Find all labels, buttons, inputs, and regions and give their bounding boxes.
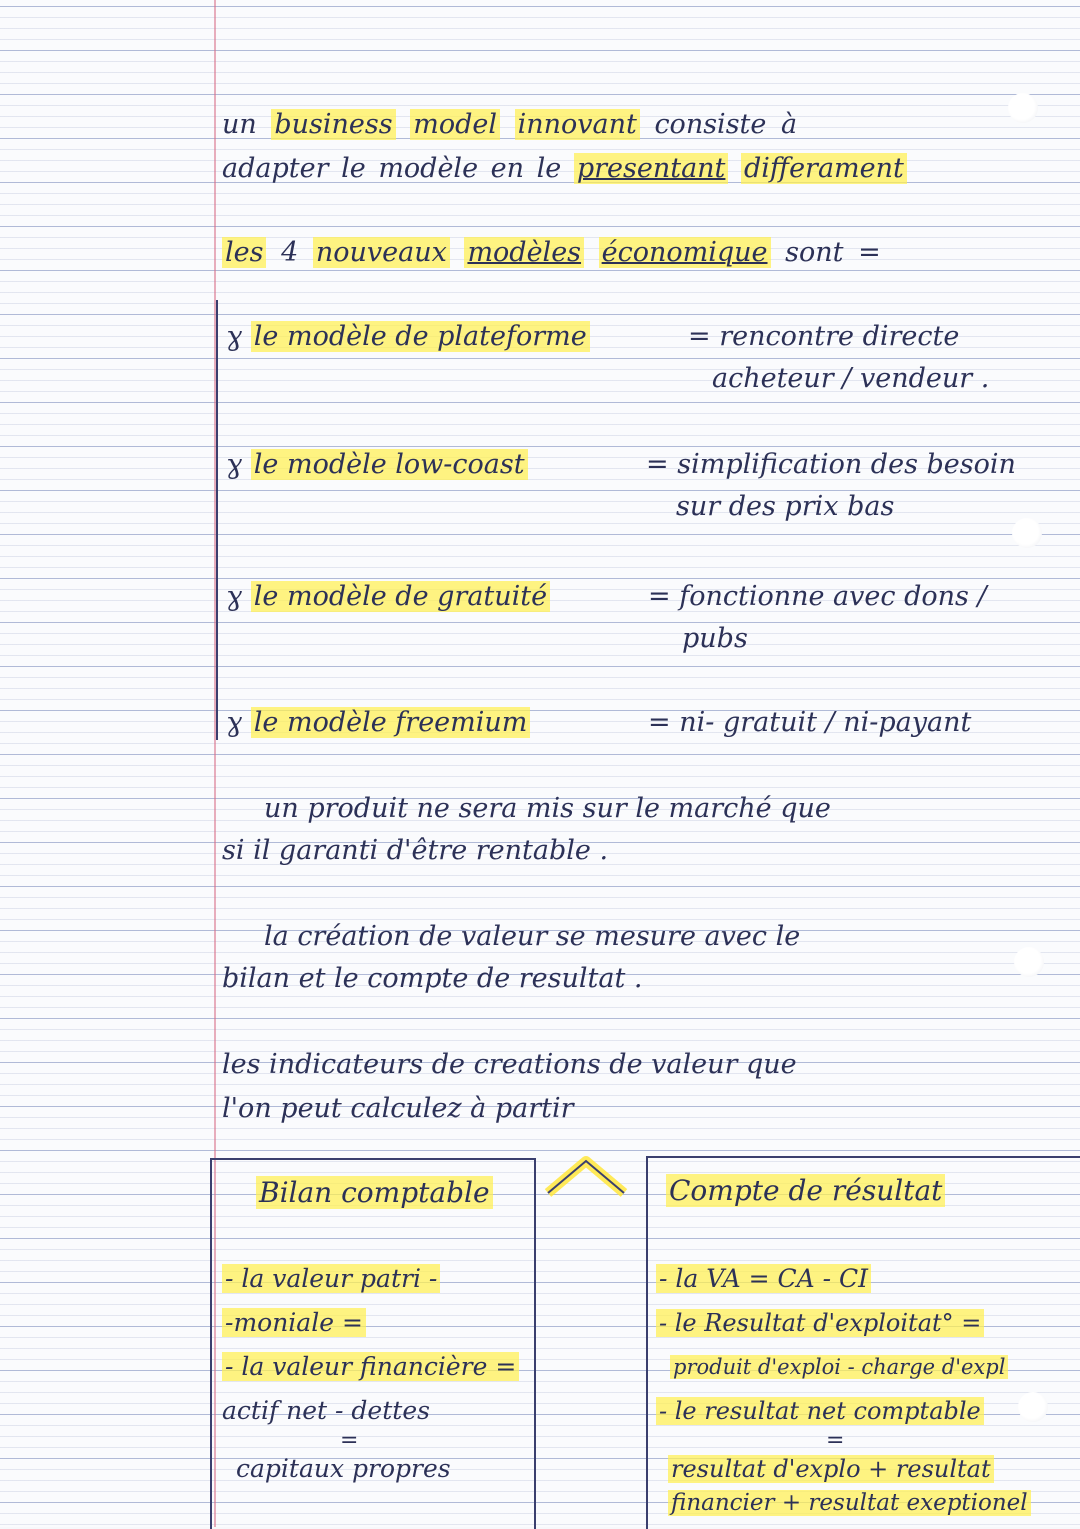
bilan-line-text: - la valeur financière = (222, 1352, 519, 1381)
model-name: le modèle de plateforme (251, 321, 590, 352)
compte-line-text: - la VA = CA - CI (656, 1264, 871, 1293)
model-name: le modèle de gratuité (251, 581, 550, 612)
model-description-cont: sur des prix bas (676, 491, 895, 522)
model-item (226, 320, 590, 354)
paragraph-line: si il garanti d'être rentable . (222, 835, 609, 866)
bilan-line (222, 1306, 366, 1340)
word: sont (785, 237, 844, 268)
model-description: fonctionne avec dons / (679, 581, 987, 612)
word: le (341, 153, 366, 184)
bilan-line-text: -moniale = (222, 1308, 366, 1337)
punch-hole (1008, 93, 1038, 123)
model-name: le modèle freemium (251, 707, 531, 738)
equals-sign: = (648, 707, 671, 738)
bullet-marker: ɣ (226, 321, 243, 352)
model-description-cont: pubs (682, 623, 748, 654)
compte-line (656, 1262, 871, 1296)
bilan-line-text: = (340, 1428, 359, 1453)
paragraph-line: l'on peut calculez à partir (222, 1093, 574, 1124)
equals-sign: = (646, 449, 669, 480)
bilan-line-text: capitaux propres (236, 1454, 451, 1483)
word-highlighted: modèles (464, 237, 584, 268)
word-highlighted: économique (599, 237, 771, 268)
word-highlighted: model (410, 109, 500, 140)
bilan-line (222, 1262, 440, 1296)
model-item (226, 580, 550, 614)
bilan-line (236, 1452, 451, 1486)
paragraph-line: les indicateurs de creations de valeur que (222, 1049, 797, 1080)
word: le (536, 153, 562, 184)
word-highlighted: presentant (574, 153, 729, 184)
equals-sign: = (688, 321, 711, 352)
compte-line-text: = (826, 1428, 845, 1453)
word-highlighted: differament (741, 153, 907, 184)
word: à (780, 109, 798, 140)
model-desc (648, 706, 971, 740)
model-description: simplification des besoin (677, 449, 1016, 480)
model-description: rencontre directe (719, 321, 960, 352)
compte-line (668, 1486, 1031, 1520)
word: un (222, 109, 257, 140)
word: consiste (654, 109, 767, 140)
compte-line (656, 1394, 984, 1428)
compte-line (670, 1350, 1008, 1384)
compte-line-text: financier + resultat exeptionel (668, 1490, 1031, 1516)
word-highlighted: nouveaux (313, 237, 450, 268)
word: adapter (222, 153, 329, 184)
model-item (226, 448, 528, 482)
word: en (490, 153, 525, 184)
punch-hole (1014, 947, 1044, 977)
model-item (226, 706, 530, 740)
punch-hole (1012, 518, 1042, 548)
model-desc (648, 580, 987, 614)
model-desc (646, 448, 1016, 482)
intro-line-2 (222, 152, 907, 186)
compte-line-text: produit d'exploi - charge d'expl (670, 1355, 1008, 1379)
bilan-title-text: Bilan comptable (256, 1176, 493, 1209)
paragraph-line: bilan et le compte de resultat . (222, 963, 643, 994)
word: 4 (281, 237, 299, 268)
word: modèle (378, 153, 479, 184)
list-bracket-line (216, 300, 218, 740)
bullet-marker: ɣ (226, 449, 243, 480)
models-heading (222, 236, 881, 270)
paragraph-line: la création de valeur se mesure avec le (264, 921, 801, 952)
compte-title-text: Compte de résultat (666, 1174, 945, 1207)
paragraph-line: un produit ne sera mis sur le marché que (264, 793, 831, 824)
equals-sign: = (648, 581, 671, 612)
bullet-marker: ɣ (226, 581, 243, 612)
word-highlighted: les (222, 237, 266, 268)
word-highlighted: business (271, 109, 395, 140)
compte-line-text: - le Resultat d'exploitat° = (656, 1309, 984, 1337)
bilan-line (222, 1350, 519, 1384)
bilan-line (222, 1394, 430, 1428)
model-description: ni- gratuit / ni-payant (679, 707, 972, 738)
compte-line (656, 1306, 984, 1340)
model-name: le modèle low-coast (251, 449, 528, 480)
bilan-line-text: - la valeur patri - (222, 1264, 440, 1293)
bilan-line-text: actif net - dettes (222, 1396, 430, 1425)
compte-line-text: resultat d'explo + resultat (668, 1455, 994, 1483)
compte-line-text: - le resultat net comptable (656, 1397, 984, 1425)
word-highlighted: innovant (515, 109, 640, 140)
compte-line (668, 1452, 994, 1486)
word: = (858, 237, 881, 268)
intro-line-1 (222, 108, 797, 142)
model-desc (688, 320, 959, 354)
caret-arrow-icon (544, 1155, 628, 1199)
model-description-cont: acheteur / vendeur . (712, 363, 990, 394)
compte-title (666, 1174, 945, 1208)
bilan-title (256, 1176, 493, 1210)
bullet-marker: ɣ (226, 707, 243, 738)
